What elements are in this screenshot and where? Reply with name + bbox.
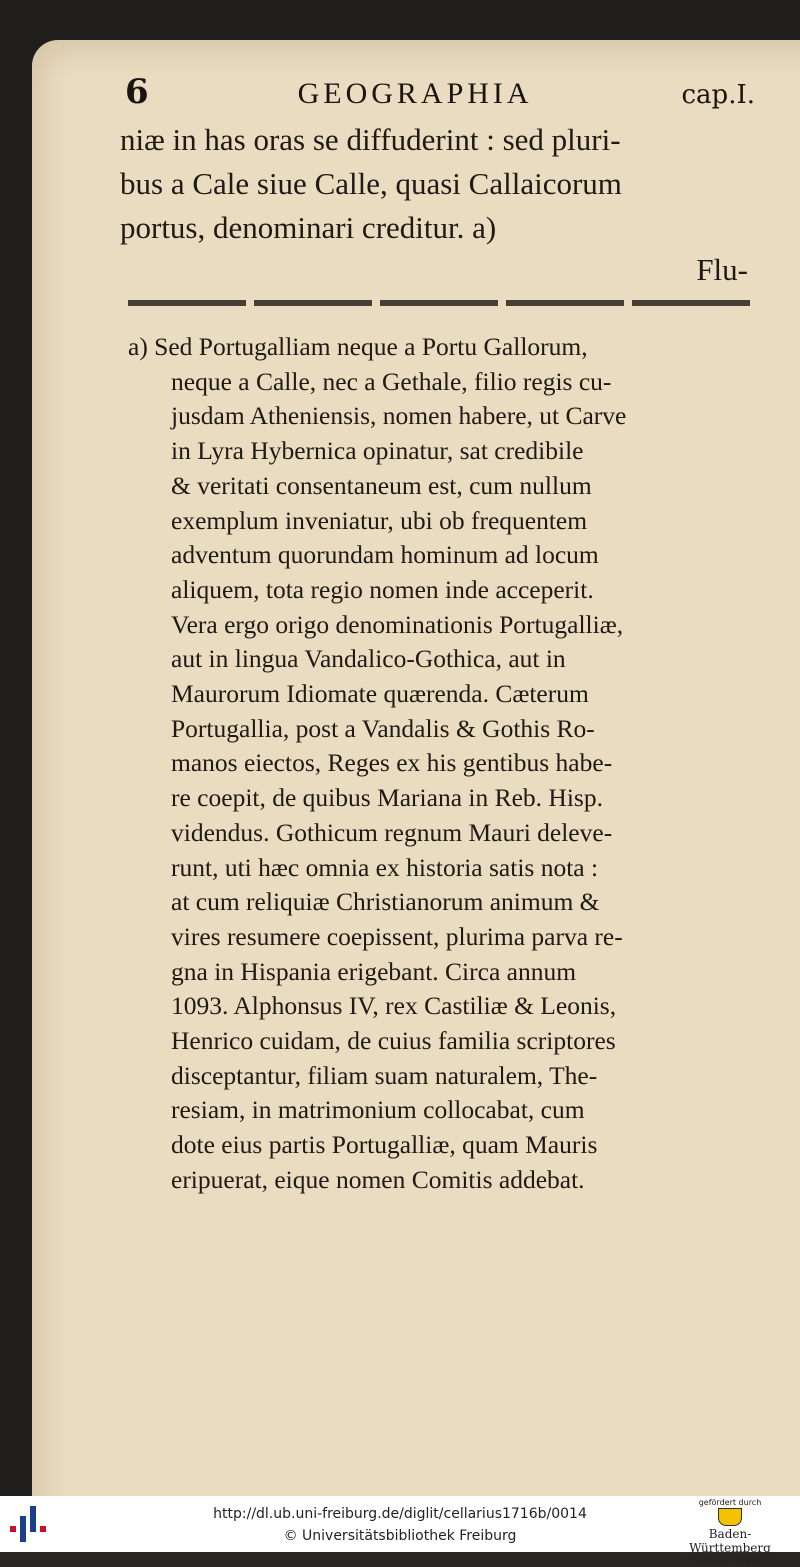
footnote-line: vires resumere coepissent, plurima parva re- bbox=[171, 921, 623, 951]
sponsor-block bbox=[670, 1498, 790, 1567]
footnote-line: videndus. Gothicum regnum Mauri deleve- bbox=[171, 817, 613, 847]
footnote-line: neque a Calle, nec a Gethale, filio regis cu- bbox=[171, 366, 612, 396]
footnote-line: manos eiectos, Reges ex his gentibus habe- bbox=[171, 748, 613, 778]
footnote-line: eripuerat, eique nomen Comitis addebat. bbox=[171, 1164, 585, 1194]
footnote-line: & veritati consentaneum est, cum nullum bbox=[171, 470, 592, 500]
footnote-line: 1093. Alphonsus IV, rex Castiliæ & Leonis, bbox=[171, 991, 617, 1021]
footnote-line: a) Sed Portugalliam neque a Portu Gallorum, bbox=[128, 332, 588, 361]
footnote-line: aliquem, tota regio nomen inde acceperit. bbox=[171, 574, 594, 604]
chapter-label: cap.I. bbox=[681, 80, 755, 110]
footnote-line: exemplum inveniatur, ubi ob frequentem bbox=[171, 505, 588, 535]
body-line: portus, denominari creditur. a) bbox=[120, 210, 497, 245]
footnote-line: disceptantur, filiam suam naturalem, The- bbox=[171, 1060, 598, 1090]
footnote-line: Portugallia, post a Vandalis & Gothis Ro- bbox=[171, 713, 595, 743]
running-head bbox=[125, 72, 755, 112]
catchword: Flu- bbox=[696, 252, 748, 287]
sponsor-label: gefördert durch bbox=[698, 1498, 762, 1507]
footnote-line: dote eius partis Portugalliæ, quam Mauris bbox=[171, 1130, 598, 1160]
footnote-line: Maurorum Idiomate quærenda. Cæterum bbox=[171, 679, 589, 709]
sponsor-name: Baden-Württemberg bbox=[689, 1527, 771, 1555]
running-title: GEOGRAPHIA bbox=[297, 77, 533, 110]
viewer-footer bbox=[0, 1496, 800, 1567]
body-text bbox=[120, 118, 760, 250]
body-line: niæ in has oras se diffuderint : sed pluri- bbox=[120, 122, 621, 157]
footnote bbox=[128, 330, 768, 1198]
body-line: bus a Cale siue Calle, quasi Callaicorum bbox=[120, 166, 622, 201]
footnote-line: runt, uti hæc omnia ex historia satis nota : bbox=[171, 852, 599, 882]
footnote-line: adventum quorundam hominum ad locum bbox=[171, 540, 599, 570]
footnote-line: in Lyra Hybernica opinatur, sat credibile bbox=[171, 436, 584, 466]
copyright-notice: © Universitätsbibliothek Freiburg bbox=[283, 1528, 517, 1544]
footnote-line: re coepit, de quibus Mariana in Reb. Hisp. bbox=[171, 783, 603, 813]
footnote-line: resiam, in matrimonium collocabat, cum bbox=[171, 1095, 585, 1125]
footnote-line: gna in Hispania erigebant. Circa annum bbox=[171, 956, 577, 986]
sponsor-subtitle: MINISTERIUM FÜR WISSENSCHAFT, FORSCHUNG UND KUNST bbox=[683, 1555, 777, 1567]
footnote-line: jusdam Atheniensis, nomen habere, ut Carve bbox=[171, 401, 627, 431]
permalink-url[interactable]: http://dl.ub.uni-freiburg.de/diglit/cellarius1716b/0014 bbox=[213, 1506, 587, 1522]
footnote-rule bbox=[128, 300, 758, 306]
coat-of-arms-icon bbox=[718, 1508, 742, 1526]
page-number: 6 bbox=[125, 72, 149, 112]
footnote-line: Vera ergo origo denominationis Portugalliæ, bbox=[171, 609, 624, 639]
footnote-line: Henrico cuidam, de cuius familia scriptores bbox=[171, 1026, 616, 1056]
footnote-line: at cum reliquiæ Christianorum animum & bbox=[171, 887, 600, 917]
footnote-line: aut in lingua Vandalico-Gothica, aut in bbox=[171, 644, 566, 674]
